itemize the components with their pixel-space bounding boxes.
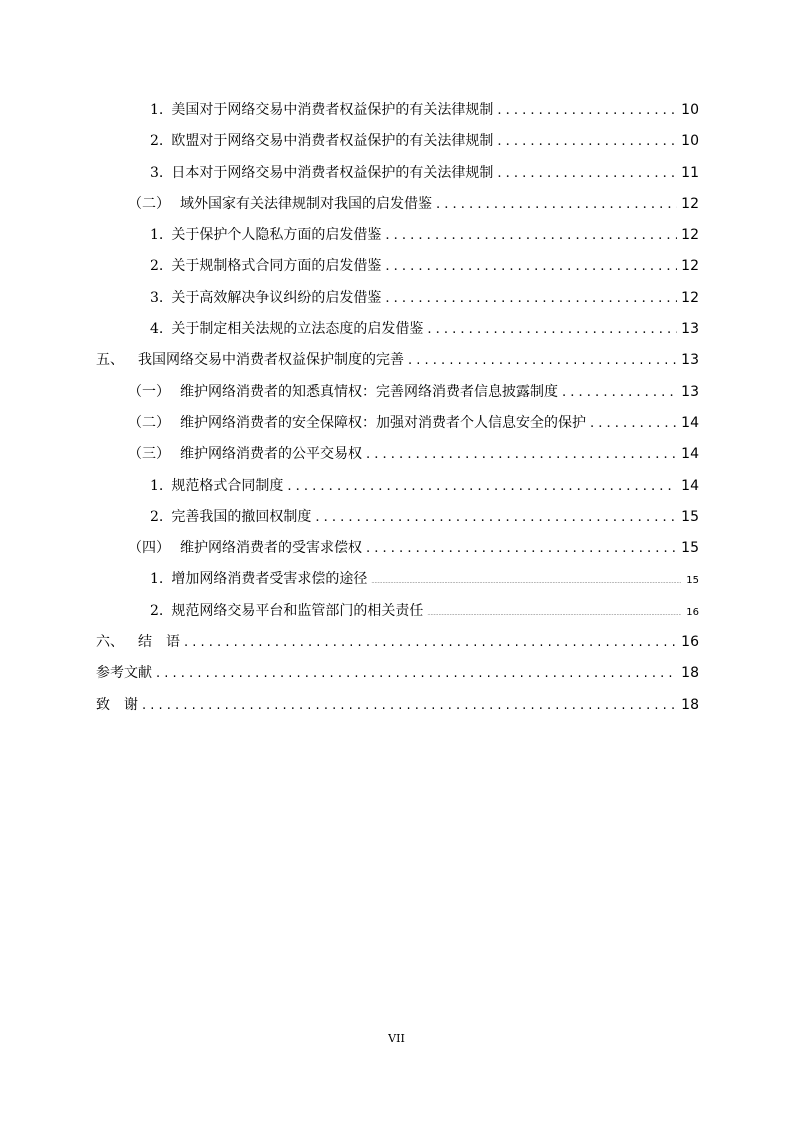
toc-entry-title: 日本对于网络交易中消费者权益保护的有关法律规制 [171,164,494,181]
toc-entry-page: 10 [681,133,699,150]
toc-entry-number: 2. [150,133,164,150]
toc-entry-number: 2. [150,602,164,619]
toc-entry-page: 14 [681,446,699,463]
toc-entry-title: 参考文献 [96,665,152,682]
toc-entry-title: 我国网络交易中消费者权益保护制度的完善 [138,352,404,369]
toc-leader-dots [385,220,677,251]
toc-entry-page: 14 [681,414,699,431]
toc-entry-number: （二） [128,414,170,431]
toc-entry-page: 14 [681,477,699,494]
toc-entry[interactable] [96,439,699,470]
toc-leader-dots [408,345,677,376]
toc-entry-page: 10 [681,102,699,118]
toc-entry-number: （二） [128,195,170,212]
toc-entry-page: 13 [681,352,699,369]
toc-entry-number: （一） [128,383,170,400]
toc-leader-dots [287,471,677,502]
toc-entry-title: 关于保护个人隐私方面的启发借鉴 [171,227,382,244]
toc-entry[interactable] [96,126,699,157]
toc-leader-dots [385,283,677,314]
toc-entry[interactable] [96,502,699,533]
toc-entry-title: 关于制定相关法规的立法态度的启发借鉴 [171,321,424,338]
toc-entry-number: 4. [150,321,164,338]
toc-entry[interactable] [96,314,699,345]
toc-entry-title: 致 谢 [96,696,138,713]
toc-entry-page: 18 [681,696,699,713]
toc-entry-page: 15 [681,540,699,557]
toc-leader-dots [142,690,677,721]
toc-chapter-entry[interactable] [96,627,699,658]
toc-entry[interactable] [96,189,699,220]
toc-chapter-entry[interactable] [96,690,699,721]
toc-chapter-entry[interactable] [96,345,699,376]
page-number: VII [388,1032,405,1045]
table-of-contents [96,95,699,721]
toc-entry-title: 维护网络消费者的知悉真情权：完善网络消费者信息披露制度 [180,383,558,400]
toc-entry-number: 1. [150,102,164,118]
toc-entry-title: 域外国家有关法律规制对我国的启发借鉴 [180,195,432,212]
toc-entry-number: 2. [150,258,164,275]
toc-leader-dots [371,567,681,598]
toc-entry-number: 1. [150,227,164,244]
toc-entry-page: 12 [681,195,699,212]
toc-leader-dots [562,377,677,408]
toc-entry-number: 1. [150,571,164,588]
toc-entry[interactable] [96,471,699,502]
toc-leader-dots [366,439,677,470]
toc-entry-title: 关于高效解决争议纠纷的启发借鉴 [171,289,382,306]
toc-leader-dots [427,599,681,630]
toc-entry[interactable] [96,377,699,408]
toc-entry-title: 结 语 [138,634,180,651]
toc-entry-number: （四） [128,540,170,557]
toc-entry-page: 12 [681,258,699,275]
toc-leader-dots [436,189,677,220]
toc-entry-title: 关于规制格式合同方面的启发借鉴 [171,258,382,275]
toc-entry-page: 13 [681,321,699,338]
toc-entry[interactable] [96,596,699,627]
toc-entry-title: 维护网络消费者的安全保障权：加强对消费者个人信息安全的保护 [180,414,586,431]
toc-entry-title: 欧盟对于网络交易中消费者权益保护的有关法律规制 [171,133,494,150]
toc-entry-title: 完善我国的撤回权制度 [171,508,312,525]
toc-leader-dots [590,408,677,439]
toc-entry-number: 2. [150,508,164,525]
toc-leader-dots [497,95,677,126]
toc-entry-number: 五、 [96,352,124,369]
toc-entry[interactable] [96,158,699,189]
toc-entry-title: 维护网络消费者的受害求偿权 [180,540,362,557]
toc-entry-page: 15 [681,508,699,525]
toc-entry-page: 11 [681,164,699,181]
toc-entry-page: 13 [681,383,699,400]
toc-leader-dots [315,502,677,533]
toc-leader-dots [385,251,677,282]
toc-leader-dots [497,126,677,157]
toc-entry[interactable] [96,251,699,282]
toc-entry-title: 美国对于网络交易中消费者权益保护的有关法律规制 [171,102,494,118]
toc-entry-page: 12 [681,227,699,244]
toc-entry-title: 规范网络交易平台和监管部门的相关责任 [171,602,424,619]
toc-entry[interactable] [96,283,699,314]
toc-entry-title: 增加网络消费者受害求偿的途径 [171,571,368,588]
toc-entry-page: 18 [681,665,699,682]
toc-entry-number: （三） [128,446,170,463]
toc-chapter-entry[interactable] [96,658,699,689]
toc-entry-title: 维护网络消费者的公平交易权 [180,446,362,463]
toc-entry-number: 六、 [96,634,124,651]
toc-entry-page: 16 [686,606,699,618]
toc-entry[interactable] [96,220,699,251]
toc-leader-dots [156,658,677,689]
toc-entry[interactable] [96,408,699,439]
toc-entry-number: 1. [150,477,164,494]
toc-leader-dots [427,314,677,345]
toc-entry-number: 3. [150,164,164,181]
toc-entry[interactable] [96,533,699,564]
toc-entry-number: 3. [150,289,164,306]
toc-entry-page: 12 [681,289,699,306]
toc-leader-dots [497,158,677,189]
toc-entry-page: 16 [681,634,699,651]
toc-entry-title: 规范格式合同制度 [171,477,284,494]
toc-entry[interactable] [96,95,699,126]
toc-entry-page: 15 [686,575,699,587]
toc-entry[interactable] [96,564,699,595]
toc-leader-dots [366,533,677,564]
toc-leader-dots [184,627,677,658]
